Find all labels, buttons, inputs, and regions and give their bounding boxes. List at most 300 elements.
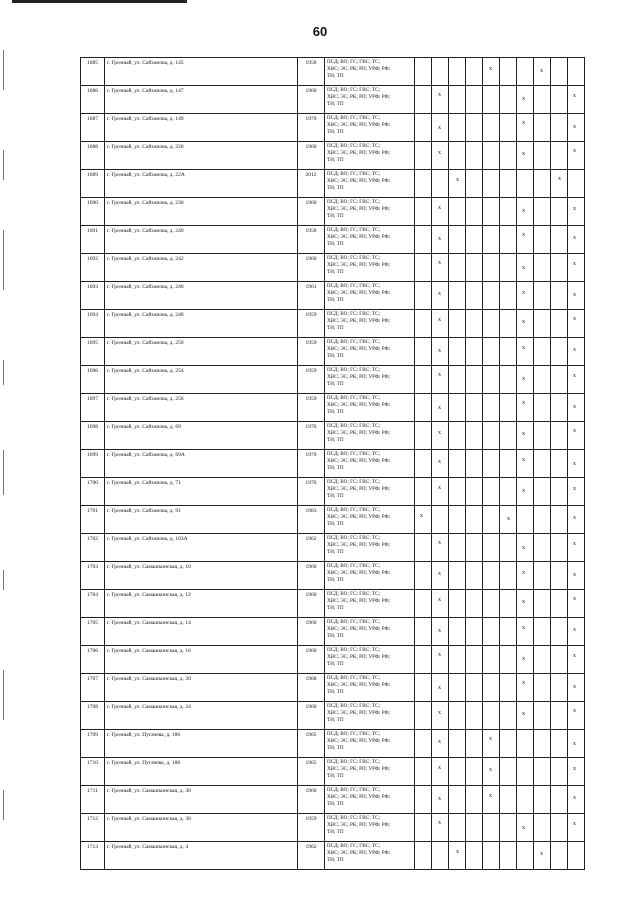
mark-cell	[568, 646, 585, 674]
mark-cell	[534, 730, 551, 758]
services-line: ПСД; ВО; ГС; ГВС; ТС;	[327, 255, 381, 261]
mark-cell	[466, 506, 483, 534]
services-line: ПСД; ВО; ГС; ГВС; ТС;	[327, 731, 381, 737]
x-mark: x	[522, 488, 525, 494]
x-mark: x	[573, 766, 576, 772]
mark-cell	[568, 338, 585, 366]
mark-cell	[517, 226, 534, 254]
services-line: ПСД; ВО; ГС; ГВС; ТС;	[327, 815, 381, 821]
x-mark: x	[489, 793, 492, 799]
address-cell: г. Грозный, ул. Сайханова, д. 145	[105, 58, 298, 86]
services-line: ХВС; ЭС; РК; РП; УРФ; РФ;	[327, 597, 391, 604]
year-cell: 1960	[298, 590, 325, 618]
services-cell	[325, 450, 415, 478]
mark-cell	[483, 366, 500, 394]
services-cell	[325, 730, 415, 758]
table-row	[81, 506, 585, 534]
mark-cell	[432, 366, 449, 394]
x-mark: x	[522, 376, 525, 382]
x-mark: x	[438, 597, 441, 603]
services-cell	[325, 618, 415, 646]
mark-cell	[432, 310, 449, 338]
mark-cell	[483, 814, 500, 842]
address-cell: г. Грозный, ул. Самашкинская, д. 24	[105, 702, 298, 730]
year-cell: 1960	[298, 618, 325, 646]
year-cell: 1960	[298, 646, 325, 674]
row-number: 1706	[81, 646, 105, 674]
mark-cell	[449, 506, 466, 534]
mark-cell	[466, 842, 483, 870]
mark-cell	[534, 534, 551, 562]
mark-cell	[517, 478, 534, 506]
services-line: ХВС; ЭС; РК; РП; УРФ; РФ;	[327, 569, 391, 576]
services-line: ТН; ТП	[327, 744, 344, 751]
row-number: 1702	[81, 534, 105, 562]
table-row	[81, 226, 585, 254]
year-cell: 1960	[298, 198, 325, 226]
mark-cell	[500, 198, 517, 226]
x-mark: x	[438, 652, 441, 658]
services-line: ТН; ТП	[327, 660, 344, 667]
mark-cell	[551, 786, 568, 814]
mark-cell	[415, 338, 432, 366]
x-mark: x	[573, 373, 576, 379]
table-row	[81, 814, 585, 842]
x-mark: x	[573, 708, 576, 714]
services-line: ПСД; ВО; ГС; ГВС; ТС;	[327, 843, 381, 849]
mark-cell	[415, 506, 432, 534]
services-line: ТН; ТП	[327, 156, 344, 163]
address-cell: г. Грозный, ул. Сайханова, д. 69А	[105, 450, 298, 478]
services-line: ТН; ТП	[327, 408, 344, 415]
mark-cell	[551, 842, 568, 870]
x-mark: x	[573, 515, 576, 521]
mark-cell	[551, 58, 568, 86]
mark-cell	[466, 590, 483, 618]
year-cell: 1970	[298, 114, 325, 142]
x-mark: x	[558, 176, 561, 182]
mark-cell	[500, 478, 517, 506]
x-mark: x	[438, 459, 441, 465]
mark-cell	[483, 618, 500, 646]
x-mark: x	[438, 820, 441, 826]
mark-cell	[517, 450, 534, 478]
mark-cell	[432, 646, 449, 674]
mark-cell	[449, 674, 466, 702]
mark-cell	[415, 646, 432, 674]
address-cell: г. Грозный, ул. Сайханова, д. 254	[105, 366, 298, 394]
mark-cell	[449, 338, 466, 366]
table-row	[81, 86, 585, 114]
services-line: ХВС; ЭС; РК; РП; УРФ; РФ;	[327, 289, 391, 296]
mark-cell	[483, 842, 500, 870]
top-rule	[12, 0, 187, 3]
services-line: ТН; ТП	[327, 212, 344, 219]
table-row	[81, 282, 585, 310]
row-number: 1712	[81, 814, 105, 842]
mark-cell	[415, 58, 432, 86]
mark-cell	[483, 730, 500, 758]
address-cell: г. Грозный, ул. Сайханова, д. 256	[105, 394, 298, 422]
x-mark: x	[573, 572, 576, 578]
x-mark: x	[438, 765, 441, 771]
mark-cell	[551, 86, 568, 114]
services-line: ПСД; ВО; ГС; ГВС; ТС;	[327, 87, 381, 93]
mark-cell	[466, 86, 483, 114]
address-cell: г. Грозный, ул. Сайханова, д. 22А	[105, 170, 298, 198]
row-number: 1690	[81, 198, 105, 226]
services-line: ТН; ТП	[327, 576, 344, 583]
services-line: ХВС; ЭС; РК; РП; УРФ; РФ;	[327, 849, 391, 856]
year-cell: 1960	[298, 702, 325, 730]
mark-cell	[466, 226, 483, 254]
services-line: ТН; ТП	[327, 800, 344, 807]
year-cell: 1965	[298, 758, 325, 786]
mark-cell	[415, 562, 432, 590]
mark-cell	[500, 562, 517, 590]
mark-cell	[568, 282, 585, 310]
row-number: 1689	[81, 170, 105, 198]
mark-cell	[432, 702, 449, 730]
mark-cell	[568, 114, 585, 142]
mark-cell	[551, 226, 568, 254]
address-cell: г. Грозный, ул. Самашкинская, д. 12	[105, 590, 298, 618]
services-line: ХВС; ЭС; РК; РП; УРФ; РФ;	[327, 149, 391, 156]
mark-cell	[568, 786, 585, 814]
table-row	[81, 674, 585, 702]
services-line: ПСД; ВО; ГС; ГВС; ТС;	[327, 619, 381, 625]
mark-cell	[466, 534, 483, 562]
table-row	[81, 142, 585, 170]
mark-cell	[483, 450, 500, 478]
services-line: ПСД; ВО; ГС; ГВС; ТС;	[327, 115, 381, 121]
services-line: ХВС; ЭС; РК; РП; УРФ; РФ;	[327, 793, 391, 800]
mark-cell	[534, 198, 551, 226]
mark-cell	[483, 422, 500, 450]
services-line: ХВС; ЭС; РК; РП; УРФ; РФ;	[327, 373, 391, 380]
row-number: 1708	[81, 702, 105, 730]
mark-cell	[551, 562, 568, 590]
address-cell: г. Грозный, ул. Самашкинская, д. 10	[105, 562, 298, 590]
mark-cell	[500, 646, 517, 674]
mark-cell	[517, 506, 534, 534]
year-cell: 1960	[298, 786, 325, 814]
mark-cell	[449, 702, 466, 730]
mark-cell	[534, 450, 551, 478]
services-line: ТН; ТП	[327, 436, 344, 443]
mark-cell	[432, 86, 449, 114]
table-row	[81, 366, 585, 394]
mark-cell	[449, 254, 466, 282]
year-cell: 1958	[298, 226, 325, 254]
mark-cell	[466, 478, 483, 506]
year-cell: 2012	[298, 170, 325, 198]
row-number: 1699	[81, 450, 105, 478]
row-number: 1692	[81, 254, 105, 282]
mark-cell	[551, 198, 568, 226]
margin-marks	[0, 30, 10, 850]
table-row	[81, 562, 585, 590]
mark-cell	[466, 394, 483, 422]
mark-cell	[534, 394, 551, 422]
x-mark: x	[573, 347, 576, 353]
services-cell	[325, 58, 415, 86]
mark-cell	[466, 114, 483, 142]
services-cell	[325, 282, 415, 310]
x-mark: x	[438, 150, 441, 156]
mark-cell	[432, 814, 449, 842]
services-line: ХВС; ЭС; РК; РП; УРФ; РФ;	[327, 625, 391, 632]
mark-cell	[449, 814, 466, 842]
mark-cell	[517, 758, 534, 786]
mark-cell	[500, 450, 517, 478]
x-mark: x	[522, 431, 525, 437]
mark-cell	[483, 282, 500, 310]
mark-cell	[466, 338, 483, 366]
mark-cell	[466, 450, 483, 478]
x-mark: x	[420, 513, 423, 519]
mark-cell	[449, 842, 466, 870]
services-line: ПСД; ВО; ГС; ГВС; ТС;	[327, 563, 381, 569]
mark-cell	[500, 702, 517, 730]
mark-cell	[568, 814, 585, 842]
mark-cell	[500, 534, 517, 562]
mark-cell	[449, 114, 466, 142]
year-cell: 1958	[298, 58, 325, 86]
services-line: ПСД; ВО; ГС; ГВС; ТС;	[327, 199, 381, 205]
mark-cell	[500, 170, 517, 198]
table-row	[81, 114, 585, 142]
services-cell	[325, 394, 415, 422]
year-cell: 1962	[298, 842, 325, 870]
table-row	[81, 450, 585, 478]
services-cell	[325, 506, 415, 534]
mark-cell	[483, 198, 500, 226]
mark-cell	[568, 618, 585, 646]
row-number: 1707	[81, 674, 105, 702]
services-line: ПСД; ВО; ГС; ГВС; ТС;	[327, 787, 381, 793]
mark-cell	[500, 422, 517, 450]
mark-cell	[483, 562, 500, 590]
services-line: ТН; ТП	[327, 604, 344, 611]
mark-cell	[415, 86, 432, 114]
x-mark: x	[522, 625, 525, 631]
address-cell: г. Грозный, ул. Сайханова, д. 103А	[105, 534, 298, 562]
mark-cell	[466, 310, 483, 338]
mark-cell	[483, 534, 500, 562]
mark-cell	[449, 618, 466, 646]
mark-cell	[415, 366, 432, 394]
table-row	[81, 422, 585, 450]
mark-cell	[466, 366, 483, 394]
services-line: ПСД; ВО; ГС; ГВС; ТС;	[327, 451, 381, 457]
mark-cell	[534, 338, 551, 366]
x-mark: x	[438, 628, 441, 634]
mark-cell	[568, 58, 585, 86]
x-mark: x	[522, 545, 525, 551]
mark-cell	[568, 198, 585, 226]
mark-cell	[551, 590, 568, 618]
table-row	[81, 254, 585, 282]
x-mark: x	[573, 235, 576, 241]
mark-cell	[517, 814, 534, 842]
mark-cell	[551, 730, 568, 758]
mark-cell	[500, 338, 517, 366]
mark-cell	[483, 114, 500, 142]
row-number: 1685	[81, 58, 105, 86]
services-line: ХВС; ЭС; РК; РП; УРФ; РФ;	[327, 513, 391, 520]
mark-cell	[432, 674, 449, 702]
address-cell: г. Грозный, ул. Сайханова, д. 236	[105, 198, 298, 226]
mark-cell	[500, 282, 517, 310]
mark-cell	[449, 142, 466, 170]
mark-cell	[466, 618, 483, 646]
mark-cell	[449, 86, 466, 114]
services-line: ТН; ТП	[327, 380, 344, 387]
x-mark: x	[522, 400, 525, 406]
services-line: ТН; ТП	[327, 828, 344, 835]
services-line: ХВС; ЭС; РК; РП; УРФ; РФ;	[327, 345, 391, 352]
services-cell	[325, 366, 415, 394]
mark-cell	[449, 310, 466, 338]
services-line: ПСД; ВО; ГС; ГВС; ТС;	[327, 227, 381, 233]
mark-cell	[534, 366, 551, 394]
address-cell: г. Грозный, ул. Сайханова, д. 149	[105, 114, 298, 142]
services-line: ТН; ТП	[327, 772, 344, 779]
table-row	[81, 310, 585, 338]
mark-cell	[483, 758, 500, 786]
services-line: ТН; ТП	[327, 296, 344, 303]
services-line: ХВС; ЭС; РК; РП; УРФ; РФ;	[327, 401, 391, 408]
x-mark: x	[522, 265, 525, 271]
services-cell	[325, 758, 415, 786]
x-mark: x	[438, 430, 441, 436]
services-cell	[325, 310, 415, 338]
mark-cell	[500, 142, 517, 170]
mark-cell	[500, 618, 517, 646]
mark-cell	[483, 590, 500, 618]
services-cell	[325, 702, 415, 730]
mark-cell	[449, 534, 466, 562]
mark-cell	[551, 394, 568, 422]
mark-cell	[432, 562, 449, 590]
x-mark: x	[573, 428, 576, 434]
x-mark: x	[522, 319, 525, 325]
services-line: ХВС; ЭС; РК; РП; УРФ; РФ;	[327, 737, 391, 744]
services-line: ТН; ТП	[327, 464, 344, 471]
x-mark: x	[522, 151, 525, 157]
mark-cell	[415, 702, 432, 730]
mark-cell	[466, 758, 483, 786]
services-line: ПСД; ВО; ГС; ГВС; ТС;	[327, 535, 381, 541]
x-mark: x	[522, 208, 525, 214]
mark-cell	[500, 114, 517, 142]
services-line: ХВС; ЭС; РК; РП; УРФ; РФ;	[327, 93, 391, 100]
mark-cell	[415, 254, 432, 282]
mark-cell	[500, 254, 517, 282]
services-line: ХВС; ЭС; РК; РП; УРФ; РФ;	[327, 681, 391, 688]
address-cell: г. Грозный, ул. Сайханова, д. 69	[105, 422, 298, 450]
address-cell: г. Грозный, ул. Самашкинская, д. 30	[105, 786, 298, 814]
mark-cell	[415, 170, 432, 198]
services-line: ПСД; ВО; ГС; ГВС; ТС;	[327, 143, 381, 149]
services-cell	[325, 142, 415, 170]
mark-cell	[432, 590, 449, 618]
x-mark: x	[573, 124, 576, 130]
address-cell: г. Грозный, ул. Сайханова, д. 71	[105, 478, 298, 506]
mark-cell	[466, 674, 483, 702]
mark-cell	[483, 506, 500, 534]
table-row	[81, 478, 585, 506]
services-line: ПСД; ВО; ГС; ГВС; ТС;	[327, 423, 381, 429]
mark-cell	[568, 702, 585, 730]
row-number: 1710	[81, 758, 105, 786]
services-line: ХВС; ЭС; РК; РП; УРФ; РФ;	[327, 485, 391, 492]
mark-cell	[432, 422, 449, 450]
services-line: ХВС; ЭС; РК; РП; УРФ; РФ;	[327, 429, 391, 436]
year-cell: 1962	[298, 534, 325, 562]
mark-cell	[500, 674, 517, 702]
mark-cell	[466, 730, 483, 758]
address-cell: г. Грозный, ул. Пугачева, д. 188	[105, 758, 298, 786]
mark-cell	[483, 394, 500, 422]
year-cell: 1960	[298, 86, 325, 114]
mark-cell	[415, 422, 432, 450]
mark-cell	[568, 170, 585, 198]
services-cell	[325, 198, 415, 226]
mark-cell	[432, 58, 449, 86]
mark-cell	[534, 506, 551, 534]
services-line: ХВС; ЭС; РК; РП; УРФ; РФ;	[327, 709, 391, 716]
mark-cell	[517, 366, 534, 394]
services-line: ХВС; ЭС; РК; РП; УРФ; РФ;	[327, 205, 391, 212]
services-cell	[325, 86, 415, 114]
table-row	[81, 534, 585, 562]
mark-cell	[534, 114, 551, 142]
mark-cell	[568, 842, 585, 870]
year-cell: 1970	[298, 478, 325, 506]
x-mark: x	[438, 685, 441, 691]
x-mark: x	[489, 767, 492, 773]
x-mark: x	[573, 292, 576, 298]
mark-cell	[449, 450, 466, 478]
year-cell: 1960	[298, 142, 325, 170]
mark-cell	[568, 422, 585, 450]
row-number: 1705	[81, 618, 105, 646]
row-number: 1711	[81, 786, 105, 814]
table-row	[81, 58, 585, 86]
mark-cell	[483, 338, 500, 366]
mark-cell	[534, 282, 551, 310]
x-mark: x	[573, 821, 576, 827]
mark-cell	[432, 170, 449, 198]
table-row	[81, 170, 585, 198]
mark-cell	[483, 646, 500, 674]
x-mark: x	[438, 372, 441, 378]
mark-cell	[415, 730, 432, 758]
x-mark: x	[573, 486, 576, 492]
services-line: ТН; ТП	[327, 716, 344, 723]
mark-cell	[466, 58, 483, 86]
row-number: 1696	[81, 366, 105, 394]
mark-cell	[483, 142, 500, 170]
mark-cell	[500, 58, 517, 86]
table-row	[81, 786, 585, 814]
mark-cell	[483, 674, 500, 702]
year-cell: 1959	[298, 310, 325, 338]
mark-cell	[568, 226, 585, 254]
address-cell: г. Грозный, ул. Пугачева, д. 186	[105, 730, 298, 758]
